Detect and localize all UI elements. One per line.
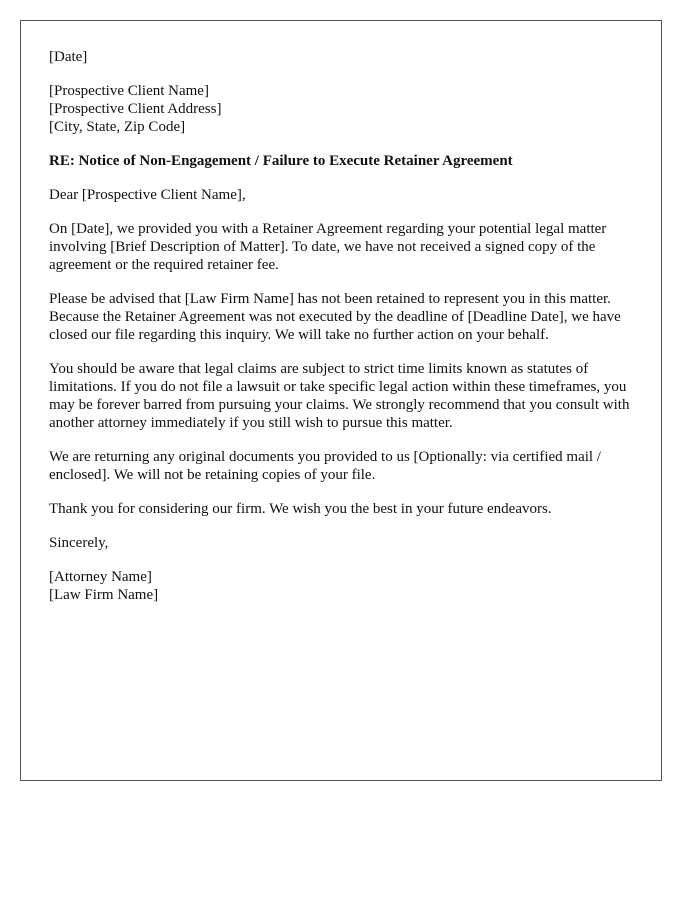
firm-name: [Law Firm Name] — [49, 587, 159, 603]
body-paragraph-1: On [Date], we provided you with a Retainer Agreement regarding your potential legal matter involving [Brief Description of Matter]. To date, we have not received a signed copy of the agreement or the required retainer fee. — [49, 221, 607, 273]
signature-block — [49, 568, 634, 604]
recipient-block — [49, 82, 634, 136]
body-paragraph-4: We are returning any original documents you provided to us [Optionally: via certified mail / enclosed]. We will not be retaining copies of your file. — [49, 449, 601, 483]
recipient-city: [City, State, Zip Code] — [49, 119, 186, 135]
closing: Sincerely, — [49, 535, 109, 551]
subject-line: RE: Notice of Non-Engagement / Failure to Execute Retainer Agreement — [49, 153, 513, 169]
letter-page — [20, 20, 662, 781]
body-paragraph-2: Please be advised that [Law Firm Name] has not been retained to represent you in this matter. Because the Retainer Agreement was not executed by the deadline of [Deadline Date], we have closed our file regarding this inquiry. We will take no further action on your behalf. — [49, 291, 621, 343]
body-paragraph-3: You should be aware that legal claims are subject to strict time limits known as statutes of limitations. If you do not file a lawsuit or take specific legal action within these timeframes, you may be forever barred from pursuing your claims. We strongly recommend that you consult with another attorney immediately if you still wish to pursue this matter. — [49, 361, 630, 431]
recipient-name: [Prospective Client Name] — [49, 83, 209, 99]
salutation: Dear [Prospective Client Name], — [49, 187, 246, 203]
letter-date: [Date] — [49, 49, 88, 65]
attorney-name: [Attorney Name] — [49, 569, 152, 585]
recipient-address: [Prospective Client Address] — [49, 101, 222, 117]
body-paragraph-5: Thank you for considering our firm. We wish you the best in your future endeavors. — [49, 501, 552, 517]
